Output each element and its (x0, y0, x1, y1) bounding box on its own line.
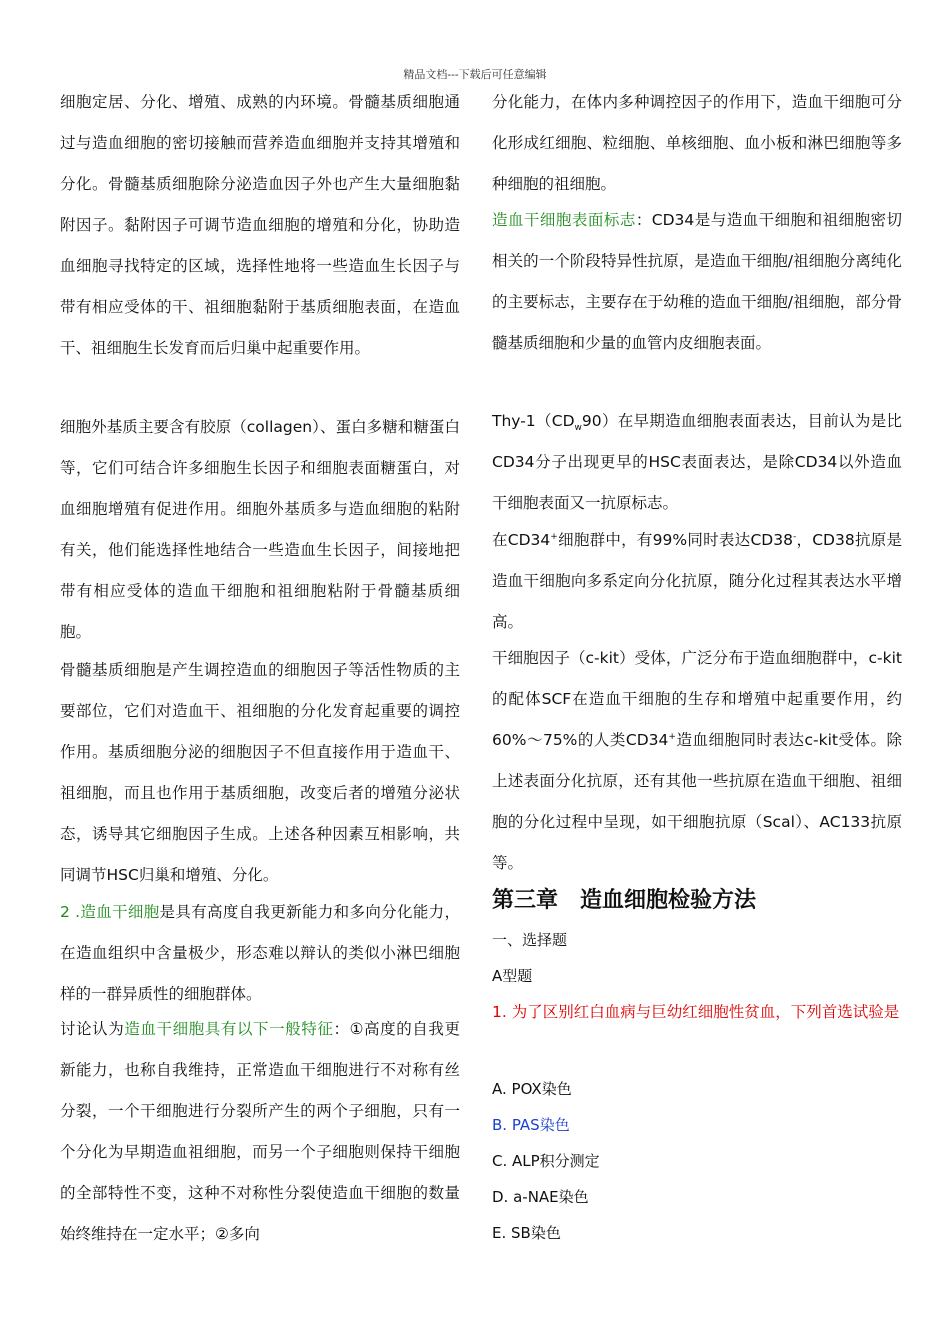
hsc-definition-text: 是具有高度自我更新能力和多向分化能力，在造血组织中含量极少，形态难以辩认的类似小淋巴细胞样的一群异质性的细胞群体。 (60, 903, 460, 1003)
ckit-text-b: 造血细胞同时表达c-kit受体。除上述表面分化抗原，还有其他一些抗原在造血干细胞、祖细胞的分化过程中呈现，如干细胞抗原（Scal）、AC133抗原等。 (492, 731, 902, 872)
section-heading: 一、选择题 (492, 931, 568, 949)
page-header: 精品文档---下载后可任意编辑 (403, 68, 547, 81)
cd34-plus-superscript: + (550, 531, 558, 542)
cd38-text-a: 在CD34 (492, 531, 551, 549)
paragraph-hsc-definition (60, 892, 460, 1015)
paragraph-surface-markers (492, 200, 902, 364)
surface-marker-term: 造血干细胞表面标志 (492, 211, 636, 229)
question-type: A型题 (492, 967, 533, 985)
cd38-minus-superscript: - (792, 531, 797, 542)
features-text: ：①高度的自我更新能力，也称自我维持，正常造血干细胞进行不对称有丝分裂，一个干细胞进行分裂所产生的两个子细胞，只有一个分化为早期造血祖细胞，而另一个子细胞则保持干细胞的全部特性不变，这种不对称性分裂使造血干细胞的数量始终维持在一定水平；②多向 (60, 1020, 460, 1243)
surface-marker-text: ：CD34是与造血干细胞和祖细胞密切相关的一个阶段特异性抗原，是造血干细胞/祖细胞分离纯化的主要标志，主要存在于幼稚的造血干细胞/祖细胞，部分骨髓基质细胞和少量的血管内皮细胞表面。 (492, 211, 902, 352)
paragraph-thy1 (492, 401, 902, 524)
paragraph-cd38 (492, 520, 902, 643)
ckit-text-a: 干细胞因子（c-kit）受体，广泛分布于造血细胞群中，c-kit的配体SCF在造血干细胞的生存和增殖中起重要作用，约60%～75%的人类CD34 (492, 649, 902, 749)
paragraph-c-kit (492, 638, 902, 884)
option-d: D. a-NAE染色 (492, 1188, 589, 1206)
cd38-text-b: 细胞群中，有99%同时表达CD38 (557, 531, 793, 549)
paragraph-extracellular-matrix: 细胞外基质主要含有胶原（collagen）、蛋白多糖和糖蛋白等，它们可结合许多细胞生长因子和细胞表面糖蛋白，对血细胞增殖有促进作用。细胞外基质多与造血细胞的粘附有关，他们能选择性地结合一些造血生长因子，间接地把带有相应受体的造血干细胞和祖细胞粘附于骨髓基质细胞。 (60, 418, 460, 641)
thy1-subscript: w (574, 423, 582, 434)
option-a: A. POX染色 (492, 1080, 572, 1098)
option-c: C. ALP积分测定 (492, 1152, 600, 1170)
paragraph-stroma-cytokines: 骨髓基质细胞是产生调控造血的细胞因子等活性物质的主要部位，它们对造血干、祖细胞的分化发育起重要的调控作用。基质细胞分泌的细胞因子不但直接作用于造血干、祖细胞，而且也作用于基质细胞，改变后者的增殖分泌状态，诱导其它细胞因子生成。上述各种因素互相影响，共同调节HSC归巢和增殖、分化。 (60, 661, 460, 884)
option-e: E. SB染色 (492, 1224, 561, 1242)
features-lead: 讨论认为 (60, 1020, 125, 1038)
option-b-answer: B. PAS染色 (492, 1116, 570, 1134)
chapter-title: 第三章 造血细胞检验方法 (492, 888, 757, 913)
hsc-term: 2 .造血干细胞 (60, 903, 160, 921)
cd34-plus-superscript-2: + (668, 731, 676, 742)
features-term: 造血干细胞具有以下一般特征 (124, 1020, 334, 1038)
paragraph-stroma-environment: 细胞定居、分化、增殖、成熟的内环境。骨髓基质细胞通过与造血细胞的密切接触而营养造血细胞并支持其增殖和分化。骨髓基质细胞除分泌造血因子外也产生大量细胞黏附因子。黏附因子可调节造血细胞的增殖和分化，协助造血细胞寻找特定的区域，选择性地将一些造血生长因子与带有相应受体的干、祖细胞黏附于基质细胞表面，在造血干、祖细胞生长发育而后归巢中起重要作用。 (60, 93, 460, 357)
thy1-text-a: Thy-1（CD (492, 412, 575, 430)
paragraph-differentiation: 分化能力，在体内多种调控因子的作用下，造血干细胞可分化形成红细胞、粒细胞、单核细胞、血小板和淋巴细胞等多种细胞的祖细胞。 (492, 93, 902, 193)
thy1-text-b: 90）在早期造血细胞表面表达，目前认为是比CD34分子出现更早的HSC表面表达，是除CD34以外造血干细胞表面又一抗原标志。 (492, 412, 902, 512)
paragraph-hsc-features (60, 1009, 460, 1255)
cd38-text-c: ，CD38抗原是造血干细胞向多系定向分化抗原，随分化过程其表达水平增高。 (492, 531, 903, 631)
question-1: 1. 为了区别红白血病与巨幼红细胞性贫血，下列首选试验是 (492, 1003, 900, 1021)
